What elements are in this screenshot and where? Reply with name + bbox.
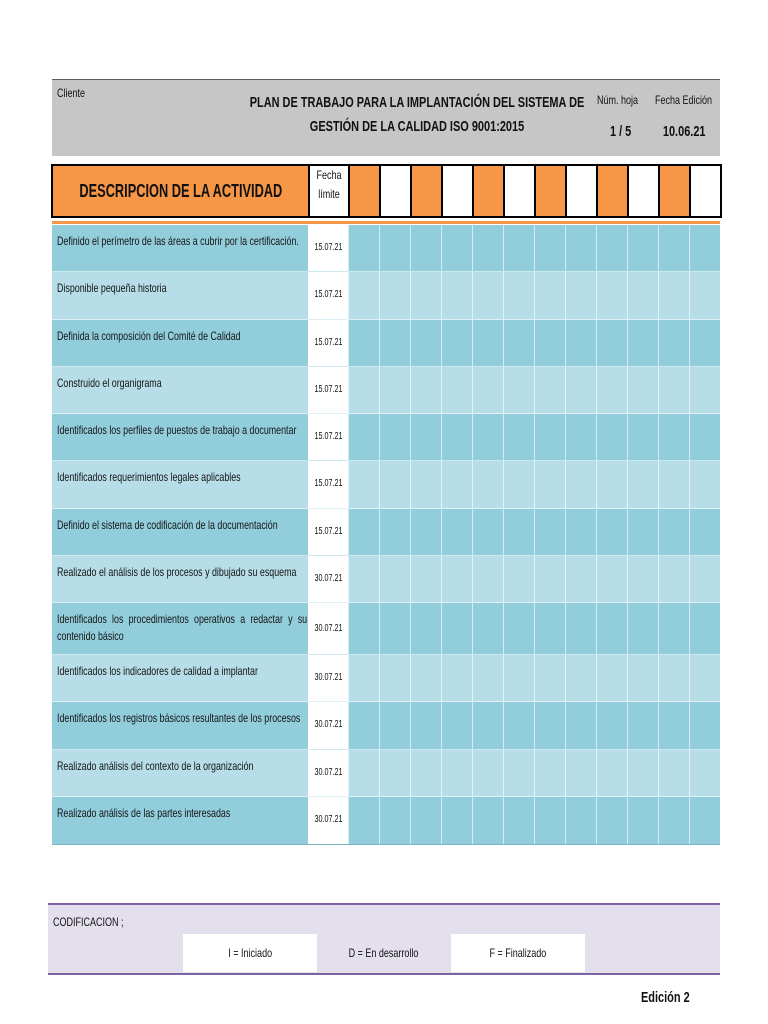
status-column-header: [348, 166, 379, 216]
status-cell: [658, 797, 689, 844]
status-cell: [627, 320, 658, 366]
legend-item-label: I = Iniciado: [228, 946, 272, 960]
deadline-cell: [308, 320, 348, 366]
status-cell: [534, 367, 565, 413]
status-cell: [472, 702, 503, 748]
status-cell: [689, 702, 720, 748]
activity-description: Definido el sistema de codificación de la documentación: [57, 517, 278, 532]
deadline-cell: [308, 272, 348, 318]
status-cell: [658, 225, 689, 271]
status-cell: [379, 272, 410, 318]
activity-description-cell: [52, 556, 308, 602]
deadline-value: 30.07.21: [314, 719, 343, 731]
activity-row: [52, 509, 720, 556]
status-cell: [410, 461, 441, 507]
status-cell: [596, 702, 627, 748]
activity-description: Identificados los procedimientos operativos a redactar y su contenido básico: [57, 612, 308, 643]
deadline-cell: [308, 461, 348, 507]
edition-date-cell: [650, 123, 720, 141]
status-cell: [441, 461, 472, 507]
status-cell: [689, 320, 720, 366]
status-cell: [627, 797, 658, 844]
status-cell: [348, 461, 379, 507]
legend-item-label: D = En desarrollo: [349, 946, 419, 960]
status-cell: [441, 556, 472, 602]
legend-item: [317, 934, 451, 972]
status-cell: [689, 556, 720, 602]
deadline-cell: [308, 797, 348, 844]
status-cell: [565, 750, 596, 796]
status-cell: [410, 655, 441, 701]
status-cell: [441, 702, 472, 748]
status-cell: [627, 367, 658, 413]
activity-row: [52, 272, 720, 319]
deadline-value: 30.07.21: [314, 672, 343, 684]
activity-row: [52, 655, 720, 702]
status-cell: [534, 225, 565, 271]
activity-description: Disponible pequeña historia: [57, 281, 167, 296]
activity-description: Identificados los indicadores de calidad a implantar: [57, 664, 258, 678]
deadline-value: 15.07.21: [314, 336, 343, 348]
status-cell: [689, 797, 720, 844]
status-cell: [658, 702, 689, 748]
status-cell: [410, 367, 441, 413]
status-cell: [472, 750, 503, 796]
status-cell: [689, 414, 720, 460]
status-cell: [596, 367, 627, 413]
activity-row: [52, 603, 720, 655]
activity-description-cell: [52, 272, 308, 318]
status-cell: [596, 225, 627, 271]
status-cell: [565, 509, 596, 555]
document-header: [52, 79, 720, 156]
deadline-value: 30.07.21: [314, 814, 343, 826]
status-cell: [472, 272, 503, 318]
status-cell: [503, 702, 534, 748]
status-cell: [658, 655, 689, 701]
status-column-header: [658, 166, 689, 216]
activity-description-cell: [52, 367, 308, 413]
status-cell: [348, 414, 379, 460]
activity-description: Identificados los registros básicos resultantes de los procesos: [57, 711, 301, 726]
deadline-header: Fecha límite: [316, 168, 342, 201]
legend-item-label: F = Finalizado: [489, 946, 547, 960]
status-column-header: [441, 166, 472, 216]
status-cell: [534, 414, 565, 460]
status-cell: [627, 461, 658, 507]
status-cell: [348, 750, 379, 796]
status-cell: [441, 509, 472, 555]
status-cell: [565, 414, 596, 460]
activity-description-cell: [52, 603, 308, 654]
status-cell: [410, 414, 441, 460]
status-cell: [534, 509, 565, 555]
activity-description-cell: [52, 461, 308, 507]
status-cell: [379, 702, 410, 748]
status-cell: [441, 655, 472, 701]
status-cell: [565, 367, 596, 413]
status-cell: [410, 750, 441, 796]
edition-date-value: 10.06.21: [663, 123, 706, 140]
status-cell: [441, 750, 472, 796]
legend-title-field: [53, 915, 147, 929]
status-cell: [596, 509, 627, 555]
activity-table-body: [52, 225, 720, 845]
deadline-cell: [308, 655, 348, 701]
status-cell: [534, 461, 565, 507]
activity-description-cell: [52, 320, 308, 366]
deadline-value: 30.07.21: [314, 572, 343, 584]
status-cell: [410, 556, 441, 602]
status-cell: [503, 509, 534, 555]
status-cell: [410, 320, 441, 366]
status-cell: [379, 556, 410, 602]
status-cell: [596, 655, 627, 701]
status-cell: [689, 367, 720, 413]
activity-description: Identificados los perfiles de puestos de trabajo a documentar: [57, 423, 297, 437]
status-cell: [503, 461, 534, 507]
deadline-cell: [308, 702, 348, 748]
status-cell: [658, 272, 689, 318]
status-cell: [472, 655, 503, 701]
status-cell: [503, 272, 534, 318]
status-cell: [503, 797, 534, 844]
activity-description: Definido el perímetro de las áreas a cubrir por la certificación.: [57, 234, 299, 248]
status-cell: [379, 603, 410, 654]
status-cell: [503, 603, 534, 654]
activity-description: Construido el organigrama: [57, 375, 162, 390]
status-cell: [596, 750, 627, 796]
status-cell: [348, 320, 379, 366]
activity-row: [52, 320, 720, 367]
status-cell: [627, 655, 658, 701]
status-cell: [410, 272, 441, 318]
status-cell: [410, 603, 441, 654]
status-cell: [565, 225, 596, 271]
status-cell: [534, 655, 565, 701]
status-cell: [534, 750, 565, 796]
status-cell: [596, 414, 627, 460]
activity-description: Identificados requerimientos legales aplicables: [57, 470, 241, 485]
deadline-cell: [308, 367, 348, 413]
status-cell: [379, 414, 410, 460]
activity-description-cell: [52, 797, 308, 844]
activity-description: Realizado el análisis de los procesos y dibujado su esquema: [57, 564, 297, 579]
status-column-header: [565, 166, 596, 216]
status-cell: [379, 750, 410, 796]
activity-row: [52, 556, 720, 603]
edition-footer: [641, 989, 708, 1007]
activity-row: [52, 225, 720, 272]
activity-description-cell: [52, 750, 308, 796]
status-cell: [441, 414, 472, 460]
legend-item: [183, 934, 317, 972]
client-field: [57, 86, 94, 100]
status-cell: [472, 603, 503, 654]
status-cell: [379, 367, 410, 413]
status-cell: [348, 603, 379, 654]
status-cell: [534, 797, 565, 844]
status-cell: [534, 603, 565, 654]
activity-row: [52, 414, 720, 461]
activity-row: [52, 367, 720, 414]
sheet-number-value: 1 / 5: [610, 123, 632, 140]
status-cell: [689, 603, 720, 654]
deadline-value: 15.07.21: [314, 525, 343, 537]
status-cell: [596, 272, 627, 318]
status-column-header: [627, 166, 658, 216]
description-header: DESCRIPCION DE LA ACTIVIDAD: [79, 181, 282, 201]
status-cell: [348, 509, 379, 555]
status-cell: [441, 272, 472, 318]
status-cell: [534, 320, 565, 366]
status-cell: [627, 509, 658, 555]
status-cell: [441, 367, 472, 413]
activity-description-cell: [52, 414, 308, 460]
status-cell: [379, 320, 410, 366]
status-cell: [689, 655, 720, 701]
deadline-value: 30.07.21: [314, 622, 343, 634]
deadline-value: 15.07.21: [314, 242, 343, 254]
status-cell: [441, 320, 472, 366]
status-cell: [441, 797, 472, 844]
status-column-header: [534, 166, 565, 216]
status-cell: [503, 225, 534, 271]
status-cell: [379, 461, 410, 507]
status-cell: [410, 702, 441, 748]
status-cell: [348, 272, 379, 318]
status-cell: [658, 367, 689, 413]
status-cell: [503, 750, 534, 796]
status-cell: [534, 702, 565, 748]
activity-description: Realizado análisis del contexto de la organización: [57, 758, 254, 773]
status-cell: [379, 655, 410, 701]
deadline-value: 15.07.21: [314, 383, 343, 395]
status-cell: [472, 320, 503, 366]
deadline-value: 15.07.21: [314, 478, 343, 490]
status-cell: [472, 461, 503, 507]
deadline-value: 30.07.21: [314, 766, 343, 778]
legend-item: [451, 934, 585, 972]
sheet-number-cell: [589, 123, 653, 141]
status-cell: [658, 750, 689, 796]
codification-legend: [48, 903, 720, 975]
status-cell: [503, 320, 534, 366]
edition-date-field: [655, 93, 731, 107]
deadline-value: 15.07.21: [314, 289, 343, 301]
status-cell: [565, 272, 596, 318]
status-column-header: [379, 166, 410, 216]
legend-title: CODIFICACION ;: [53, 915, 124, 929]
status-cell: [658, 603, 689, 654]
status-cell: [472, 509, 503, 555]
activity-description-cell: [52, 225, 308, 271]
deadline-cell: [308, 414, 348, 460]
status-cell: [503, 655, 534, 701]
status-cell: [472, 225, 503, 271]
status-cell: [658, 509, 689, 555]
status-cell: [596, 603, 627, 654]
status-cell: [658, 461, 689, 507]
status-cell: [410, 509, 441, 555]
status-cell: [627, 272, 658, 318]
status-cell: [348, 702, 379, 748]
client-label: Cliente: [57, 86, 86, 100]
status-cell: [689, 509, 720, 555]
deadline-cell: [308, 750, 348, 796]
activity-description-cell: [52, 702, 308, 748]
status-cell: [472, 556, 503, 602]
activity-row: [52, 750, 720, 797]
status-column-header: [472, 166, 503, 216]
status-cell: [410, 797, 441, 844]
status-cell: [689, 272, 720, 318]
sheet-number-field: [597, 93, 652, 107]
sheet-number-label: Núm. hoja: [597, 93, 639, 107]
status-cell: [441, 603, 472, 654]
status-cell: [658, 320, 689, 366]
activity-description-cell: [52, 655, 308, 701]
status-cell: [348, 367, 379, 413]
deadline-cell: [308, 225, 348, 271]
edition-label: Edición 2: [641, 989, 690, 1006]
status-cell: [379, 797, 410, 844]
status-cell: [348, 797, 379, 844]
status-cell: [441, 225, 472, 271]
legend-items: [183, 934, 585, 972]
deadline-cell: [308, 509, 348, 555]
status-cell: [596, 320, 627, 366]
status-cell: [596, 461, 627, 507]
status-cell: [689, 461, 720, 507]
status-cell: [627, 702, 658, 748]
status-cell: [379, 509, 410, 555]
status-cell: [348, 556, 379, 602]
status-cell: [627, 750, 658, 796]
status-cell: [503, 367, 534, 413]
status-cell: [596, 797, 627, 844]
activity-description: Definida la composición del Comité de Calidad: [57, 328, 241, 343]
status-cell: [565, 797, 596, 844]
status-cell: [565, 655, 596, 701]
activity-description-cell: [52, 509, 308, 555]
status-cell: [534, 272, 565, 318]
deadline-value: 15.07.21: [314, 431, 343, 443]
status-cell: [410, 225, 441, 271]
edition-date-label: Fecha Edición: [655, 93, 713, 107]
status-cell: [565, 461, 596, 507]
status-cell: [503, 414, 534, 460]
status-cell: [658, 556, 689, 602]
status-cell: [348, 225, 379, 271]
status-cell: [472, 414, 503, 460]
description-header-cell: [53, 166, 308, 216]
status-cell: [658, 414, 689, 460]
status-column-header: [689, 166, 720, 216]
status-cell: [565, 603, 596, 654]
status-column-header: [596, 166, 627, 216]
table-header-row: [51, 164, 722, 218]
status-cell: [627, 414, 658, 460]
status-cell: [534, 556, 565, 602]
activity-row: [52, 702, 720, 749]
deadline-header-cell: [308, 166, 348, 216]
status-cell: [503, 556, 534, 602]
activity-description: Realizado análisis de las partes interesadas: [57, 805, 231, 820]
activity-row: [52, 797, 720, 844]
status-cell: [689, 225, 720, 271]
status-cell: [627, 556, 658, 602]
header-divider: [52, 221, 720, 224]
status-column-header: [503, 166, 534, 216]
status-cell: [348, 655, 379, 701]
status-cell: [565, 556, 596, 602]
status-column-header: [410, 166, 441, 216]
status-cell: [596, 556, 627, 602]
status-cell: [689, 750, 720, 796]
deadline-cell: [308, 603, 348, 654]
status-cell: [627, 225, 658, 271]
document-title: PLAN DE TRABAJO PARA LA IMPLANTACIÓN DEL SISTEMA DE GESTIÓN DE LA CALIDAD ISO 9001:2015: [249, 94, 585, 135]
status-cell: [379, 225, 410, 271]
status-cell: [472, 367, 503, 413]
status-cell: [627, 603, 658, 654]
deadline-cell: [308, 556, 348, 602]
status-cell: [565, 320, 596, 366]
activity-row: [52, 461, 720, 508]
status-cell: [472, 797, 503, 844]
status-cell: [565, 702, 596, 748]
